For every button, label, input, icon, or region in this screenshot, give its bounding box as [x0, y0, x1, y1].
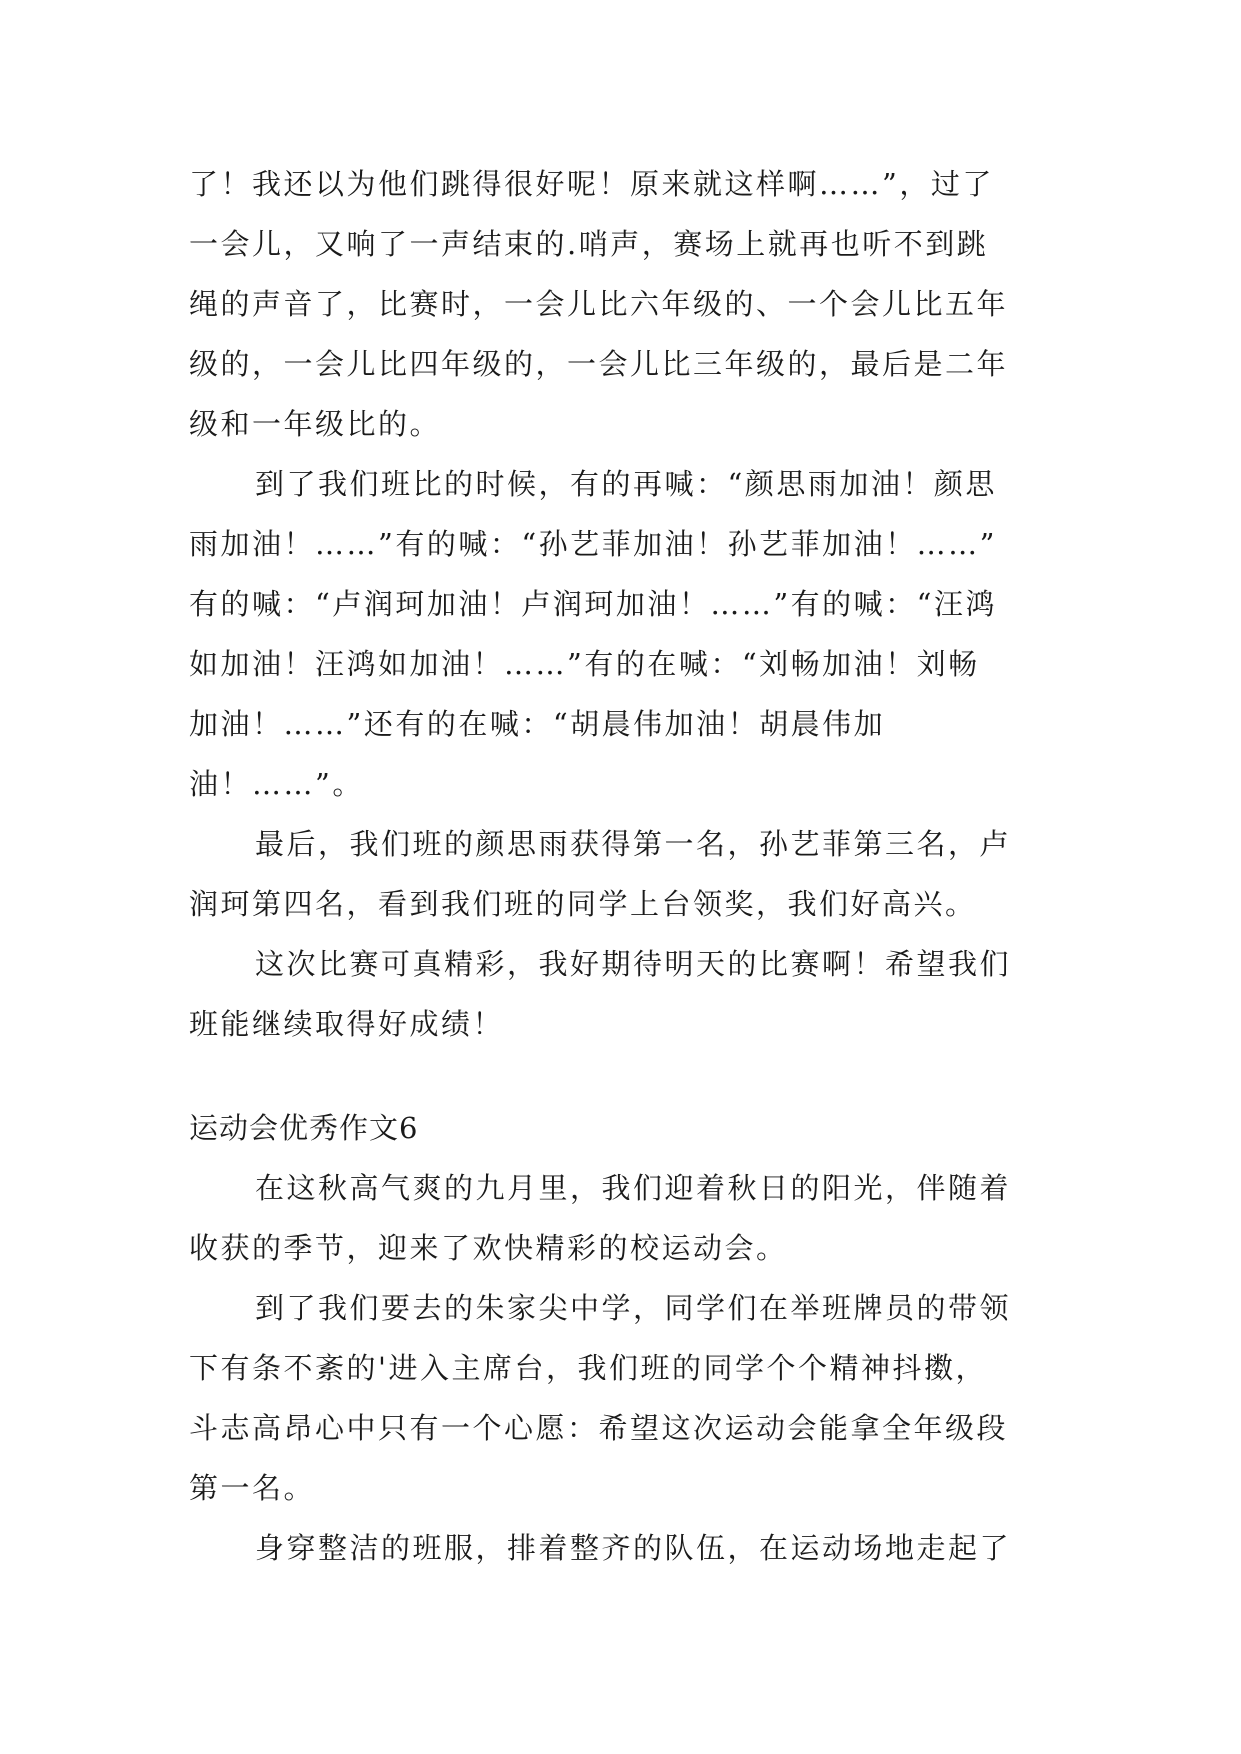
text-line: 如加油！汪鸿如加油！……”有的在喊：“刘畅加油！刘畅	[189, 647, 980, 681]
text-line: 级的，一会儿比四年级的，一会儿比三年级的，最后是二年	[189, 347, 1009, 381]
text-line: 第一名。	[189, 1471, 316, 1505]
text-line: 了！我还以为他们跳得很好呢！原来就这样啊……”，过了	[189, 167, 994, 201]
text-line: 班能继续取得好成绩！	[189, 1007, 505, 1041]
text-line: 有的喊：“卢润珂加油！卢润珂加油！……”有的喊：“汪鸿	[189, 587, 997, 621]
paragraph	[189, 1278, 1049, 1518]
paragraph	[189, 814, 1049, 934]
text-line: 斗志高昂心中只有一个心愿：希望这次运动会能拿全年级段	[189, 1411, 1009, 1445]
section-title: 运动会优秀作文6	[189, 1111, 419, 1145]
text-line: 最后，我们班的颜思雨获得第一名，孙艺菲第三名，卢	[255, 827, 1012, 861]
text-line: 到了我们班比的时候，有的再喊：“颜思雨加油！颜思	[255, 467, 997, 501]
text-line: 绳的声音了，比赛时，一会儿比六年级的、一个会儿比五年	[189, 287, 1009, 321]
paragraph	[189, 454, 1049, 814]
text-line: 加油！……”还有的在喊：“胡晨伟加油！胡晨伟加	[189, 707, 886, 741]
text-line: 一会儿，又响了一声结束的.哨声，赛场上就再也听不到跳	[189, 227, 989, 261]
text-line: 收获的季节，迎来了欢快精彩的校运动会。	[189, 1231, 788, 1265]
text-line: 油！……”。	[189, 767, 364, 801]
document-page	[189, 154, 1049, 1578]
section-spacer	[189, 1054, 1049, 1098]
paragraph	[189, 934, 1049, 1054]
text-line: 到了我们要去的朱家尖中学，同学们在举班牌员的带领	[255, 1291, 1012, 1325]
text-line: 下有条不紊的'进入主席台，我们班的同学个个精神抖擞，	[189, 1351, 987, 1385]
text-line: 在这秋高气爽的九月里，我们迎着秋日的阳光，伴随着	[255, 1171, 1012, 1205]
text-line: 身穿整洁的班服，排着整齐的队伍，在运动场地走起了	[255, 1531, 1012, 1565]
paragraph	[189, 1158, 1049, 1278]
text-line: 雨加油！……”有的喊：“孙艺菲加油！孙艺菲加油！……”	[189, 527, 997, 561]
paragraph	[189, 1518, 1049, 1578]
text-line: 级和一年级比的。	[189, 407, 442, 441]
text-line: 这次比赛可真精彩，我好期待明天的比赛啊！希望我们	[255, 947, 1012, 981]
paragraph	[189, 154, 1049, 454]
text-line: 润珂第四名，看到我们班的同学上台领奖，我们好高兴。	[189, 887, 977, 921]
